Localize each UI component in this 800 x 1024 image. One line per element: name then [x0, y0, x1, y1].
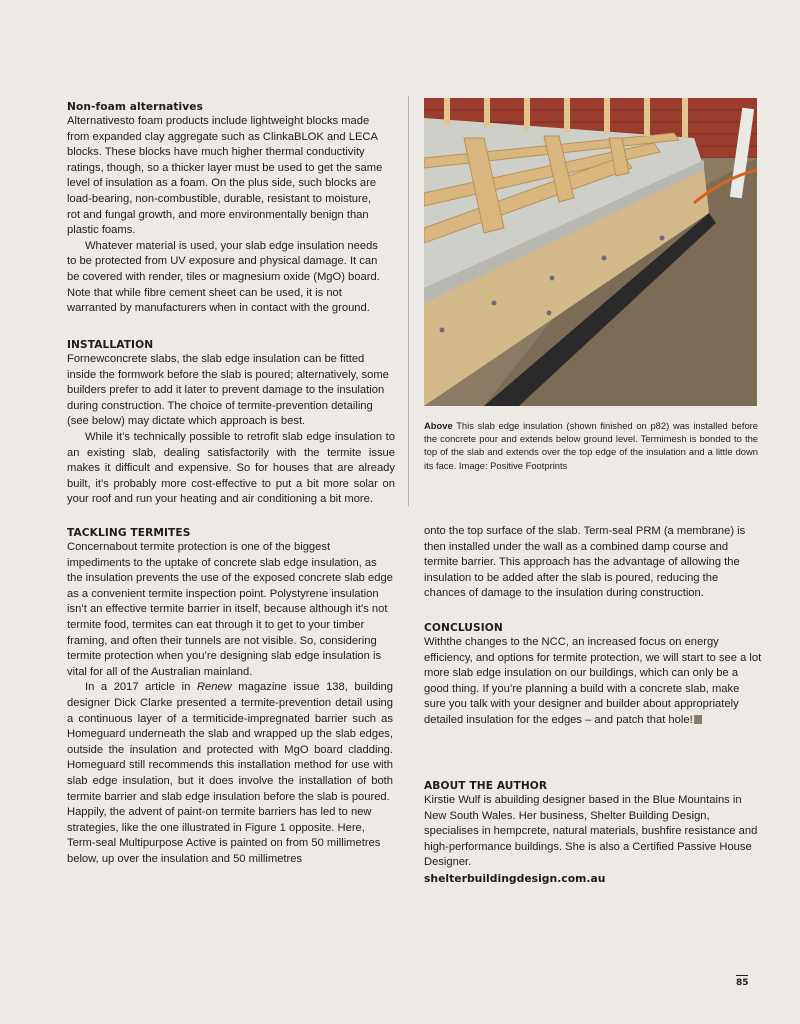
column-divider: [408, 96, 409, 506]
nonfoam-section: [67, 101, 385, 317]
conclusion-section: [424, 622, 762, 729]
end-of-article-icon: [694, 715, 702, 724]
renew-magazine-name: Renew: [196, 681, 232, 694]
page-number: 85: [736, 975, 748, 988]
author-website-link[interactable]: shelterbuildingdesign.com.au: [424, 871, 606, 885]
termites-paragraph-3: Happily, the advent of paint-on termite barriers has led to new strategies, like the one illustrated in Figure 1 opposite. Here, Term-seal Multipurpose Active is painted on from 50 millimetres below, up over the insulation and 50 millimetres: [67, 806, 381, 865]
author-section: [424, 780, 758, 888]
nonfoam-heading: Non-foam alternatives: [67, 101, 203, 113]
termites-paragraph-2: [67, 680, 393, 805]
photo-caption: [424, 419, 758, 472]
author-website-line: [424, 871, 758, 888]
caption-lead: Above: [424, 420, 453, 431]
termites-paragraph-1: Concernabout termite protection is one of the biggest impediments to the uptake of concrete slab edge insulation, as the insulation prevents the use of the exposed concrete slab edge as a convenient termite inspection point. Polystyrene insulation isn’t an effective termite barrier in itself, because although it’s not termite food, termites can eat through it to get to your timber framing, and often their tunnels are not visible. So, considering termite protection when you’re designing slab edge insulation is vital for all of the Australian mainland.: [67, 541, 393, 678]
installation-paragraph-1: Fornewconcrete slabs, the slab edge insulation can be fitted inside the formwork before the slab is poured; alternatively, some builders prefer to add it later to prevent damage to the insulation during construction. The choice of termite-prevention detailing (see below) may dictate which approach is best.: [67, 353, 389, 428]
nonfoam-paragraph-1: Alternativesto foam products include lightweight blocks made from expanded clay aggregate such as ClinkaBLOK and LECA blocks. These blocks have much higher thermal conductivity ratings, though, so a thicker layer must be used to get the same level of insulation as a foam. On the plus side, such blocks are load-bearing, non-combustible, durable, resistant to moisture, rot and fungal growth, and more environmentally benign than plastic foams.: [67, 115, 383, 237]
installation-heading: INSTALLATION: [67, 339, 154, 351]
termites-p2-start: In a 2017 article in: [85, 681, 197, 694]
photo-illustration: [424, 98, 757, 406]
conclusion-text: Withthe changes to the NCC, an increased focus on energy efficiency, and options for termite protection, we will start to see a lot more slab edge insulation on our buildings, which can only be a good thing. If you’re planning a build with a concrete slab, make sure you talk with your designer and builder about appropriately detailed insulation for the edges – and patch that hole!: [424, 636, 762, 726]
author-heading: ABOUT THE AUTHOR: [424, 780, 548, 792]
conclusion-heading: CONCLUSION: [424, 622, 503, 634]
conclusion-paragraph: [424, 635, 762, 729]
author-bio: Kirstie Wulf is abuilding designer based in the Blue Mountains in New South Wales. Her business, Shelter Building Design, specialises in hempcrete, natural materials, bushfire resistance and high-performance buildings. She is also a Certified Passive House Designer.: [424, 794, 758, 869]
termites-section: [67, 527, 393, 867]
termites-heading: TACKLING TERMITES: [67, 527, 191, 539]
caption-text: This slab edge insulation (shown finished on p82) was installed before the concrete pour and extends below ground level. Termimesh is bonded to the top of the slab and extends over the top edge of the insulation and a little down its face. Image: Positive Footprints: [424, 420, 758, 471]
termites-paragraph-3-continued: onto the top surface of the slab. Term-seal PRM (a membrane) is then installed under the wall as a combined damp course and termite barrier. This approach has the advantage of allowing the insulation to be added after the slab is poured, reducing the chances of damage to the insulation during construction.: [424, 525, 746, 600]
installation-paragraph-2: While it’s technically possible to retrofit slab edge insulation to an existing slab, dealing satisfactorily with the termite issue makes it difficult and expensive. So for houses that are already built, it’s probably more cost-effective to put a bit more solar on your roof and run your heating and air conditioning a bit more.: [67, 430, 395, 506]
termites-p2-rest: magazine issue 138, building designer Dick Clarke presented a termite-prevention detail using a continuous layer of a termiticide-impregnated barrier such as Homeguard underneath the slab and wrapped up the slab edges, outside the insulation and protected with MgO board cladding. Homeguard still recommends this installation method for use with slab edge insulation, but it does involve the installation of both termite barrier and slab edge insulation before the slab is poured.: [67, 681, 393, 803]
nonfoam-paragraph-2: Whatever material is used, your slab edge insulation needs to be protected from UV exposure and physical damage. It can be covered with render, tiles or magnesium oxide (MgO) board. Note that while fibre cement sheet can be used, it is not warranted by manufacturers when in contact with the ground.: [67, 239, 380, 315]
termites-continuation: [424, 524, 758, 602]
installation-section: [67, 339, 395, 508]
slab-edge-insulation-photo: [424, 98, 757, 406]
